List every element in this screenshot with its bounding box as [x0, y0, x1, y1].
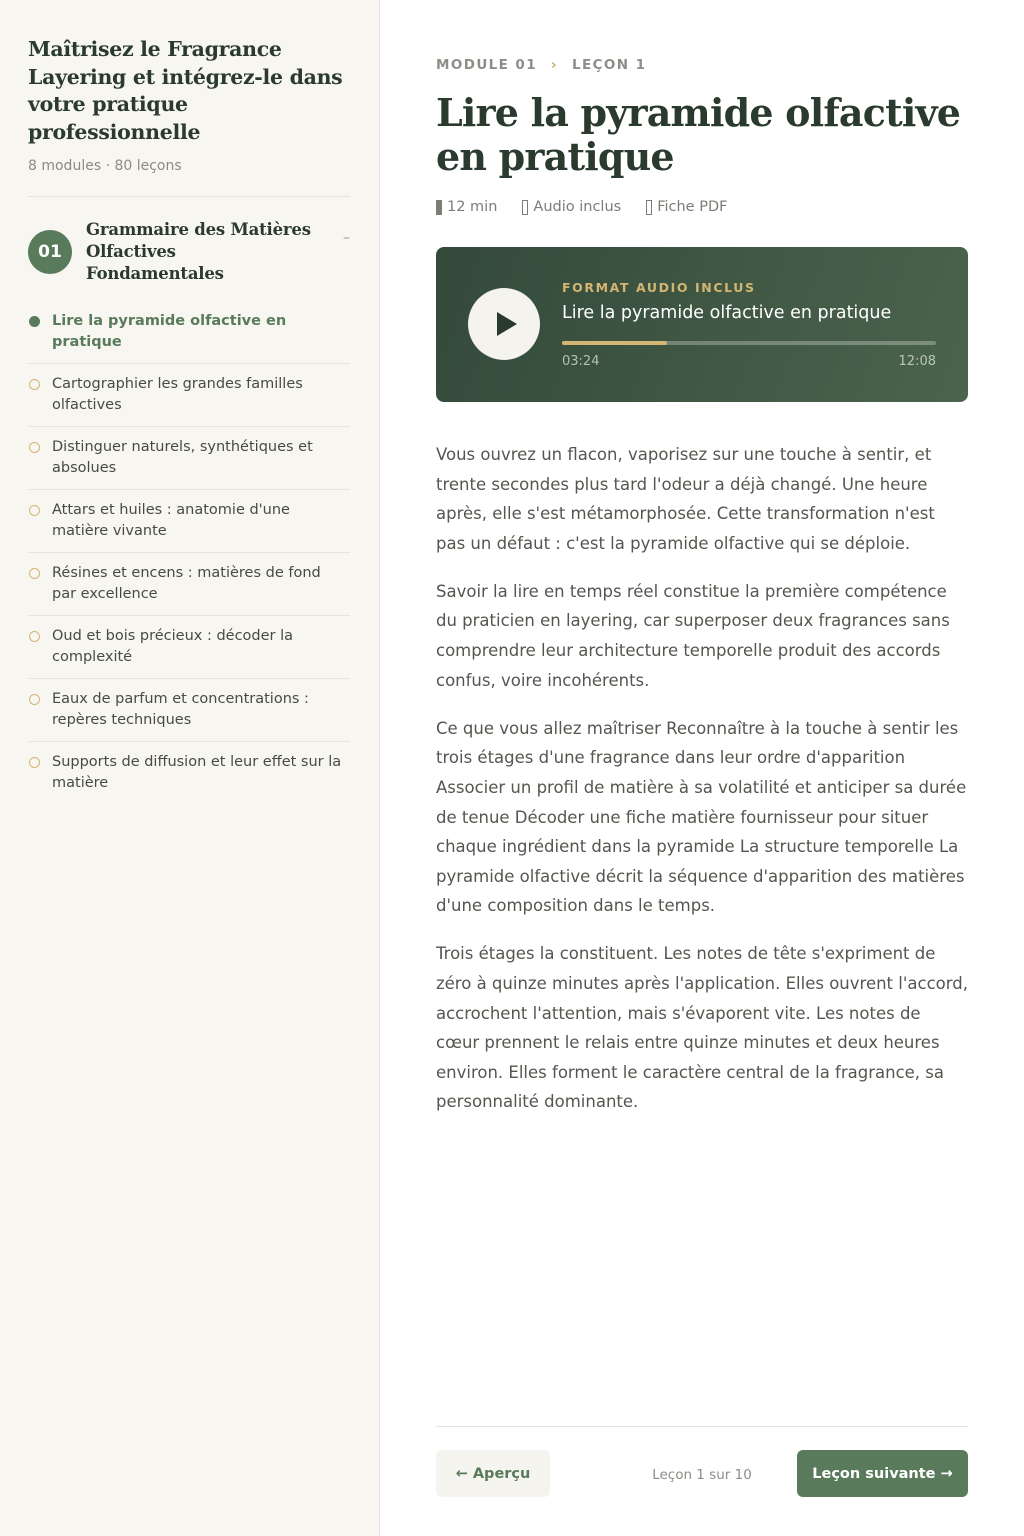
breadcrumb-module[interactable]: MODULE 01 [436, 57, 537, 73]
lesson-item-4[interactable] [28, 490, 350, 553]
next-lesson-button[interactable]: Leçon suivante → [797, 1450, 968, 1497]
body-paragraph: Vous ouvrez un flacon, vaporisez sur une touche à sentir, et trente secondes plus tard l'odeur a déjà changé. Une heure après, elle s'est métamorphosée. Cette transformation n'est pas un défaut : c'est la pyramide olfactive qui se déploie. [436, 445, 935, 553]
course-sidebar [0, 0, 380, 1536]
play-icon [497, 312, 517, 336]
play-button[interactable] [468, 288, 540, 360]
audio-player [436, 247, 968, 402]
audio-text: Audio inclus [533, 199, 622, 215]
lesson-footer [436, 1426, 968, 1483]
lesson-item-5[interactable] [28, 553, 350, 616]
course-meta: 8 modules · 80 leçons [28, 158, 182, 174]
body-paragraph: Ce que vous allez maîtriser Reconnaître à la touche à sentir les trois étages d'une fragrance dans leur ordre d'apparition Associer un profil de matière à sa volatilité et anticiper sa durée de tenue Décoder une fiche matière fournisseur pour situer chaque ingrédient dans la pyramide La structure temporelle La pyramide olfactive décrit la séquence d'apparition des matières d'une composition dans le temps. [436, 718, 967, 916]
course-title: Maîtrisez le Fragrance Layering et intégrez-le dans votre pratique professionnelle [28, 37, 343, 144]
breadcrumb-chevron-icon: › [551, 57, 558, 73]
clock-icon [436, 200, 442, 215]
module-title: Grammaire des Matières Olfactives Fondamentales [86, 220, 311, 283]
lesson-item-1[interactable] [28, 301, 350, 364]
lesson-status-circle-icon [29, 442, 40, 453]
lesson-meta [436, 199, 968, 215]
body-paragraph: Trois étages la constituent. Les notes de tête s'expriment de zéro à quinze minutes après l'application. Elles ouvrent l'accord, accrochent l'attention, mais s'évaporent vite. Les notes de cœur prennent le relais entre quinze minutes et deux heures environ. Elles forment le caractère central de la fragrance, sa personnalité dominante. [436, 944, 968, 1112]
lesson-status-dot-icon [29, 316, 40, 327]
audio-meta [522, 199, 621, 215]
duration-text: 12 min [447, 199, 498, 215]
lesson-status-circle-icon [29, 505, 40, 516]
lesson-label: Distinguer naturels, synthétiques et absolues [52, 439, 313, 476]
collapse-icon[interactable]: – [343, 230, 350, 246]
breadcrumb-lesson: LEÇON 1 [571, 57, 647, 73]
lesson-content [436, 0, 968, 1135]
audio-progress-bar[interactable] [562, 341, 936, 345]
lesson-body [436, 440, 968, 1117]
audio-total-time: 12:08 [898, 354, 936, 369]
lesson-label: Lire la pyramide olfactive en pratique [52, 313, 287, 350]
lesson-item-8[interactable] [28, 742, 350, 804]
headphones-icon [522, 200, 528, 215]
lesson-status-circle-icon [29, 694, 40, 705]
lesson-status-circle-icon [29, 757, 40, 768]
lesson-status-circle-icon [29, 631, 40, 642]
document-icon [646, 200, 652, 215]
page-title: Lire la pyramide olfactive en pratique [436, 90, 961, 179]
body-paragraph: Savoir la lire en temps réel constitue la première compétence du praticien en layering, car superposer deux fragrances sans comprendre leur architecture temporelle produit des accords confus, voire incohérents. [436, 581, 950, 690]
lesson-label: Résines et encens : matières de fond par excellence [52, 565, 321, 602]
lesson-status-circle-icon [29, 568, 40, 579]
sidebar-divider [28, 196, 350, 197]
lesson-label: Oud et bois précieux : décoder la complexité [52, 628, 294, 665]
lesson-list [28, 301, 350, 804]
lesson-label: Attars et huiles : anatomie d'une matière vivante [52, 502, 290, 539]
audio-current-time: 03:24 [562, 354, 600, 369]
lesson-label: Supports de diffusion et leur effet sur la matière [52, 754, 342, 791]
lesson-label: Cartographier les grandes familles olfactives [52, 376, 303, 413]
audio-kicker: FORMAT AUDIO INCLUS [562, 280, 756, 295]
lesson-item-6[interactable] [28, 616, 350, 679]
module-number-badge: 01 [28, 230, 72, 274]
lesson-item-7[interactable] [28, 679, 350, 742]
duration-meta [436, 199, 497, 215]
lesson-item-2[interactable] [28, 364, 350, 427]
previous-button[interactable]: ← Aperçu [436, 1450, 550, 1497]
breadcrumb [436, 57, 968, 73]
pdf-meta[interactable] [646, 199, 727, 215]
audio-title: Lire la pyramide olfactive en pratique [562, 303, 892, 323]
lesson-item-3[interactable] [28, 427, 350, 490]
module-header[interactable] [28, 219, 350, 285]
lesson-label: Eaux de parfum et concentrations : repères techniques [52, 691, 309, 728]
lesson-status-circle-icon [29, 379, 40, 390]
lesson-pager: Leçon 1 sur 10 [652, 1467, 752, 1483]
audio-progress-fill [562, 341, 667, 345]
pdf-text: Fiche PDF [657, 199, 728, 215]
